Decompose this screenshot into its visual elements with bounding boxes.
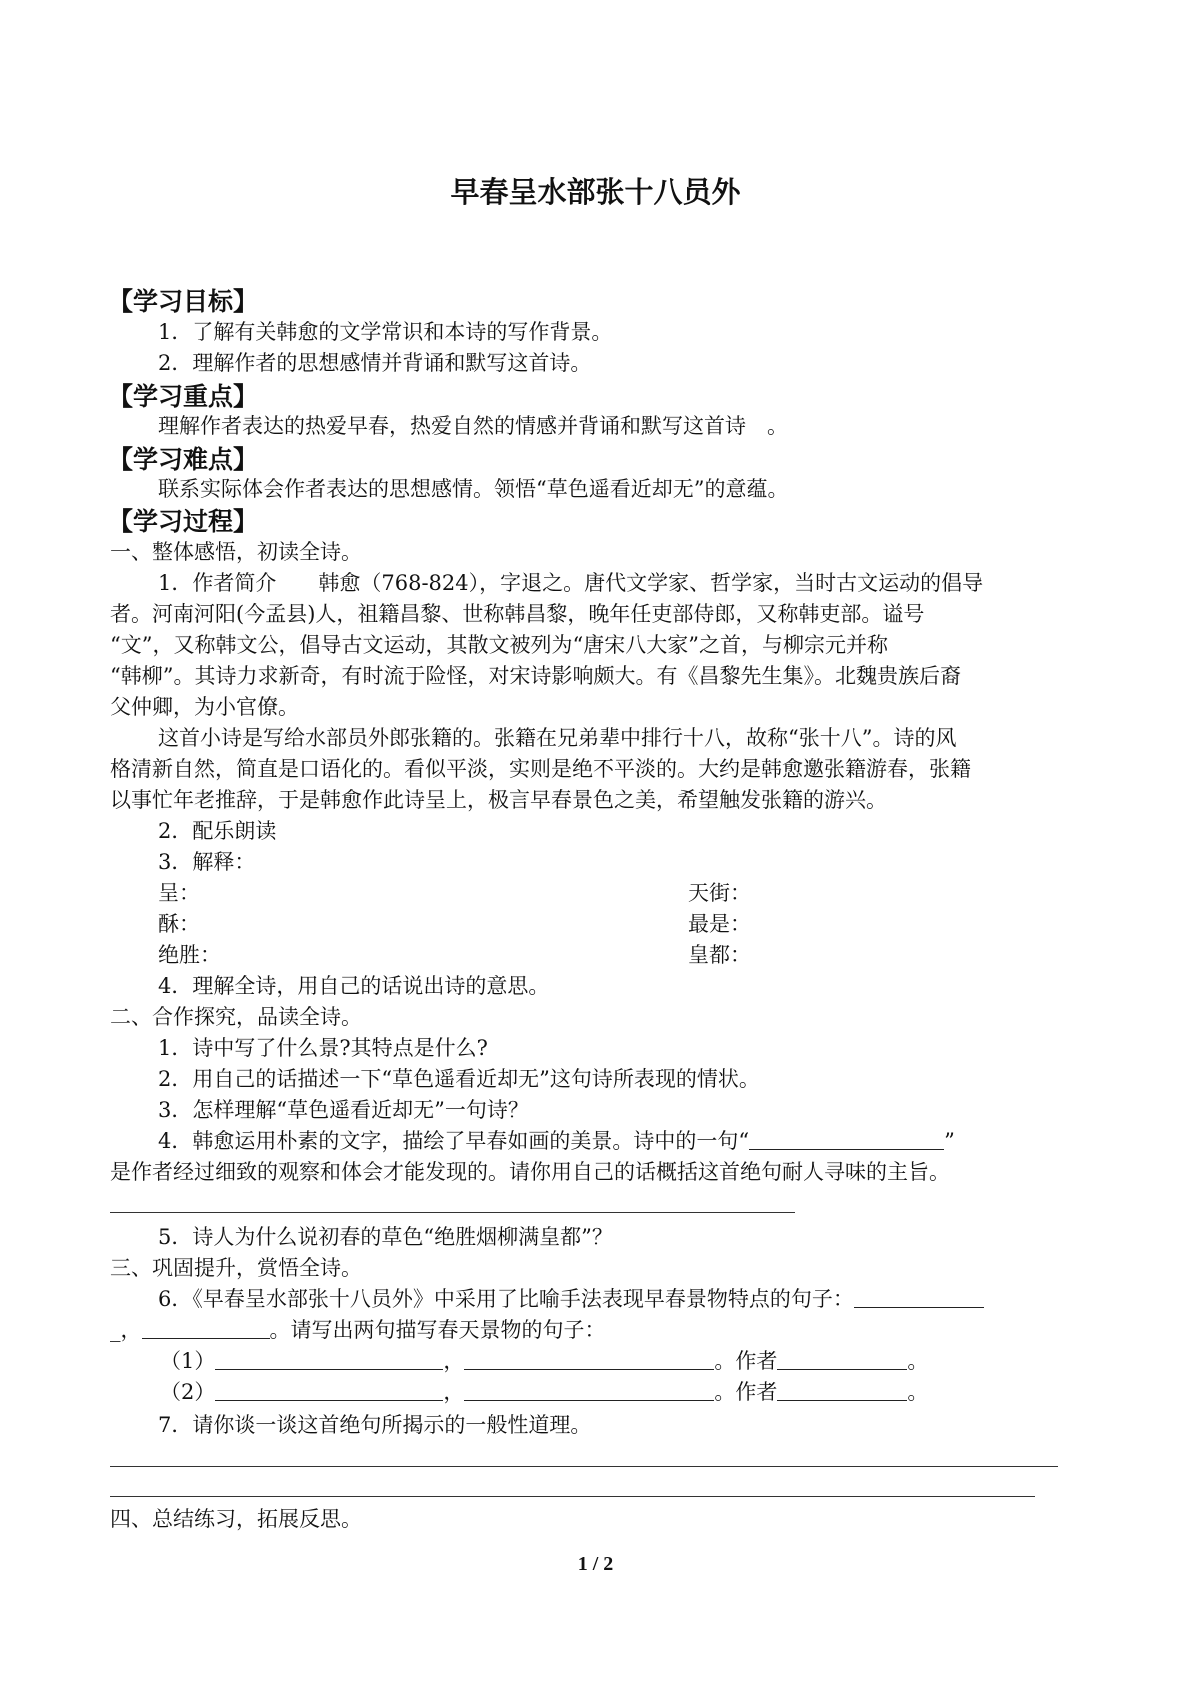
goal-1: 1．了解有关韩愈的文学常识和本诗的写作背景。: [158, 320, 613, 344]
question-6-cont: [110, 1316, 606, 1344]
answer-blank[interactable]: [215, 1382, 443, 1401]
author-intro-line: “韩柳”。其诗力求新奇，有时流于险怪，对宋诗影响颇大。有《昌黎先生集》。北魏贵族后裔: [110, 664, 961, 688]
answer-blank[interactable]: [464, 1382, 714, 1401]
fill-row-label: （1）: [160, 1349, 216, 1373]
part1-heading: 一、整体感悟，初读全诗。: [110, 540, 362, 564]
answer-blank[interactable]: [777, 1351, 907, 1370]
question-7: 7．请你谈一谈这首绝句所揭示的一般性道理。: [158, 1413, 592, 1437]
answer-blank[interactable]: [854, 1289, 984, 1308]
author-label: 。作者: [714, 1380, 778, 1404]
question-4-cont: 是作者经过细致的观察和体会才能发现的。请你用自己的话概括这首绝句耐人寻味的主旨。: [110, 1160, 950, 1184]
author-intro-line: 父仲卿，为小官僚。: [110, 695, 299, 719]
goal-2: 2．理解作者的思想感情并背诵和默写这首诗。: [158, 351, 592, 375]
question-6: [158, 1285, 984, 1313]
part3-heading: 三、巩固提升，赏悟全诗。: [110, 1256, 362, 1280]
period: 。: [907, 1349, 929, 1373]
author-intro-line: 1．作者简介 韩愈（768-824），字退之。唐代文学家、哲学家，当时古文运动的倡导: [158, 571, 984, 595]
question-3: 3．怎样理解“草色遥看近却无”一句诗？: [158, 1098, 529, 1122]
period: 。: [907, 1380, 929, 1404]
page-number: 1 / 2: [577, 1553, 614, 1575]
question-6-prefix: _，: [110, 1318, 142, 1342]
answer-blank[interactable]: [142, 1320, 270, 1339]
focus-heading: 【学习重点】: [108, 382, 259, 411]
answer-blank[interactable]: [777, 1382, 907, 1401]
author-intro-line: 者。河南河阳(今孟县)人，祖籍昌黎、世称韩昌黎，晚年任吏部侍郎，又称韩吏部。谥号: [110, 602, 925, 626]
comma: ，: [443, 1380, 465, 1404]
answer-line[interactable]: [110, 1212, 795, 1213]
poem-intro-line: 格清新自然，简直是口语化的。看似平淡，实则是绝不平淡的。大约是韩愈邀张籍游春，张籍: [110, 757, 971, 781]
answer-blank[interactable]: [749, 1131, 944, 1150]
fill-row-1: [160, 1347, 928, 1375]
item-4: 4．理解全诗，用自己的话说出诗的意思。: [158, 974, 550, 998]
question-6-text: 6．《早春呈水部张十八员外》中采用了比喻手法表现早春景物特点的句子：: [158, 1287, 854, 1311]
question-2: 2．用自己的话描述一下“草色遥看近却无”这句诗所表现的情状。: [158, 1067, 760, 1091]
answer-blank[interactable]: [464, 1351, 714, 1370]
term-left: 呈：: [158, 881, 200, 905]
question-1: 1．诗中写了什么景?其特点是什么?: [158, 1036, 488, 1060]
question-4-quote-close: ”: [944, 1129, 955, 1153]
term-right: 天街：: [688, 881, 751, 905]
item-2: 2．配乐朗读: [158, 819, 277, 843]
poem-intro-line: 这首小诗是写给水部员外郎张籍的。张籍在兄弟辈中排行十八，故称“张十八”。诗的风: [158, 726, 957, 750]
term-left: 酥：: [158, 912, 200, 936]
difficulty-heading: 【学习难点】: [108, 445, 259, 474]
answer-line[interactable]: [110, 1496, 1035, 1497]
fill-row-2: [160, 1378, 928, 1406]
author-intro-line: “文”，又称韩文公，倡导古文运动，其散文被列为“唐宋八大家”之首，与柳宗元并称: [110, 633, 888, 657]
author-label: 。作者: [714, 1349, 778, 1373]
question-6-suffix: 。请写出两句描写春天景物的句子：: [269, 1318, 606, 1342]
goals-heading: 【学习目标】: [108, 287, 259, 316]
part4-heading: 四、总结练习，拓展反思。: [110, 1507, 362, 1531]
question-4: [158, 1127, 955, 1155]
term-right: 最是：: [688, 912, 751, 936]
question-4-text: 4．韩愈运用朴素的文字，描绘了早春如画的美景。诗中的一句“: [158, 1129, 750, 1153]
process-heading: 【学习过程】: [108, 507, 259, 536]
part2-heading: 二、合作探究，品读全诗。: [110, 1005, 362, 1029]
term-left: 绝胜：: [158, 943, 221, 967]
difficulty-text: 联系实际体会作者表达的思想感情。领悟“草色遥看近却无”的意蕴。: [158, 477, 789, 501]
focus-text: 理解作者表达的热爱早春，热爱自然的情感并背诵和默写这首诗 。: [158, 414, 788, 438]
poem-intro-line: 以事忙年老推辞，于是韩愈作此诗呈上，极言早春景色之美，希望触发张籍的游兴。: [110, 788, 887, 812]
answer-blank[interactable]: [215, 1351, 443, 1370]
term-right: 皇都：: [688, 943, 751, 967]
page-title: 早春呈水部张十八员外: [450, 175, 741, 209]
question-5: 5．诗人为什么说初春的草色“绝胜烟柳满皇都”？: [158, 1225, 613, 1249]
fill-row-label: （2）: [160, 1380, 216, 1404]
answer-line[interactable]: [110, 1466, 1058, 1467]
comma: ，: [443, 1349, 465, 1373]
item-3: 3．解释：: [158, 850, 256, 874]
